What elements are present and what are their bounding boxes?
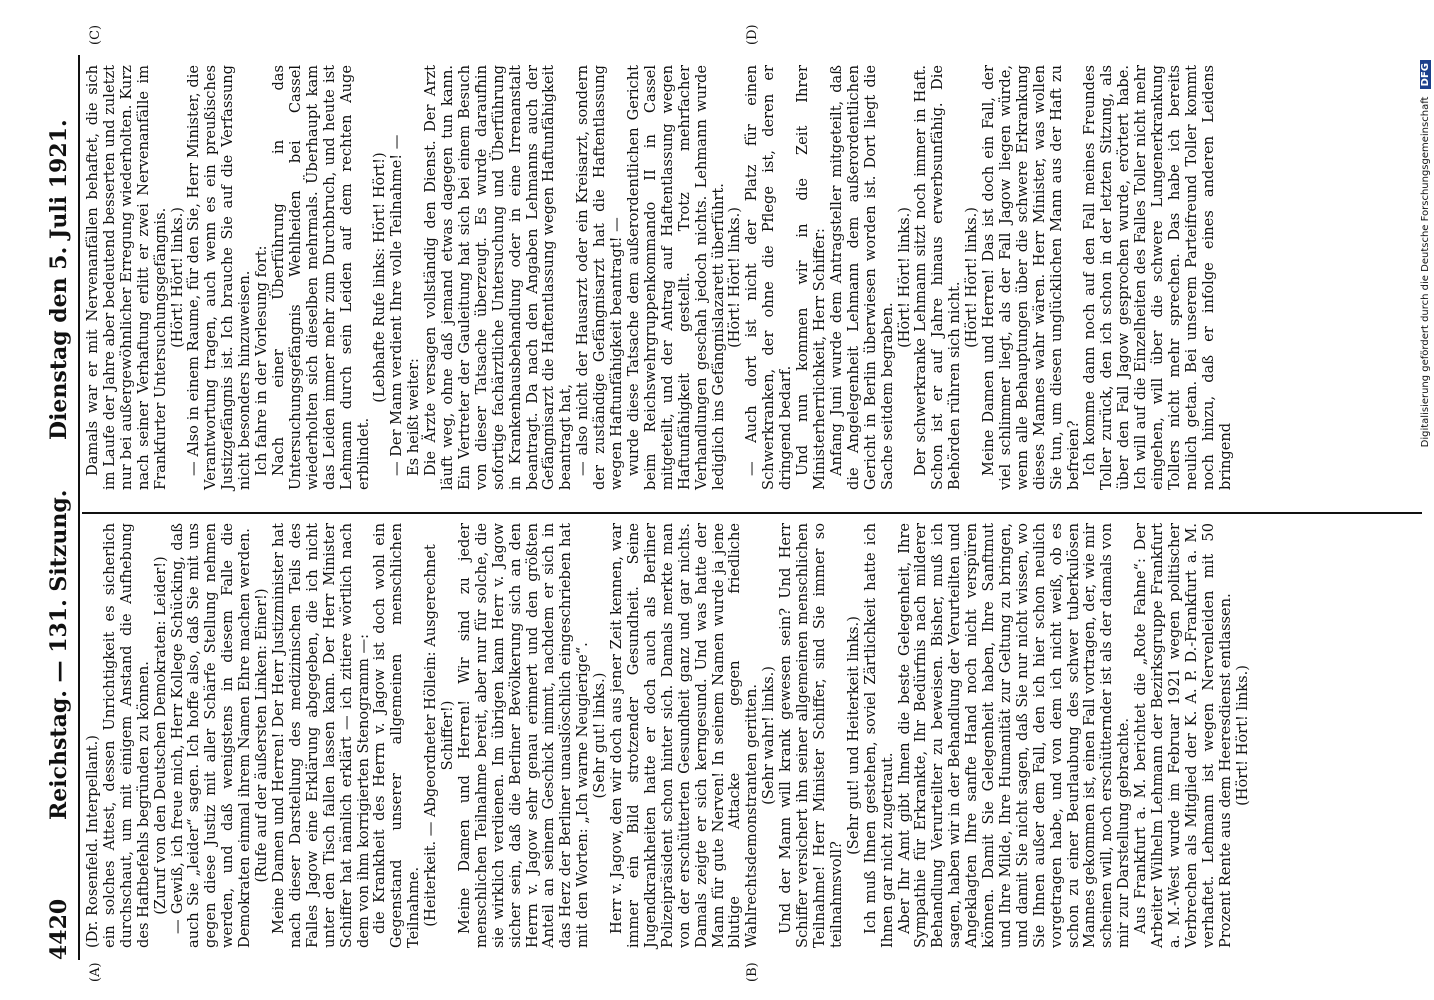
page-number: 4420 <box>46 898 72 960</box>
quote: die Krankheit des Herrn v. Jagow ist doch wohl ein Gegenstand unserer allgemeinen menschlichen Teilnahme. <box>371 523 423 948</box>
interjection: (Zuruf von den Deutschen Demokraten: Leider!) <box>151 556 169 915</box>
interjection: (Rufe auf der äußersten Linken: Einer!) <box>253 588 271 883</box>
interjection: (Hört! Hört! links.) <box>1233 665 1251 806</box>
digitization-credit <box>1420 60 1434 990</box>
speaker-note: (Dr. Rosenfeld. Interpellant.) <box>84 735 101 948</box>
margin-marker-c: (C) <box>88 24 103 45</box>
left-column <box>85 523 1252 948</box>
paragraph: Meine Damen und Herren! Wir sind zu jeder menschlichen Teilnahme bereit, aber nur für solche, die sie wirklich verdienen. Im übrigen kann Herr v. Jagow sicher sein, daß die Berliner Bevölkerung sich an den Herrn v. Jagow sehr genau erinnert und den größten Anteil an seinem Geschick nimmt, nachdem er sich in das Herz der Berliner unauslöschlich eingeschrieben hat mit den Worten: „Ich warne Neugierige“. <box>455 523 592 948</box>
interjection: (Sehr gut! links.) <box>591 672 609 799</box>
paragraph: Es heißt weiter: <box>405 358 423 476</box>
right-column <box>85 65 1235 490</box>
quote: Die Ärzte versagen vollständig den Dienst. Der Arzt läuft weg, ohne daß jemand etwas dagegen tun kann. Ein Vertreter der Gauleitung hat sich bei einem Besuch von dieser Tatsache überzeugt. Es wurde daraufhin sofortige fachärztliche Untersuchung und Überführung in Krankenhausbehandlung oder in eine Irrenanstalt beantragt. Da nach den Angaben Lehmanns auch der Gefängnisarzt die Haftentlassung wegen Haftunfähigkeit beantragt hat, <box>422 65 575 490</box>
column-divider <box>82 512 1422 514</box>
paragraph: Herr v. Jagow, den wir doch aus jener Zeit kennen, war immer ein Bild strotzender Gesundheit. Seine Jugendkrankheiten hatte er doch auch als Berliner Polizeipräsident schon hinter sich. Damals merkte man von der erschütterten Gesundheit ganz und gar nichts. Damals zeigte er sich kerngesund. Und was hatte der Mann für gute Nerven! In seinem Namen wurde ja jene blutige Attacke gegen friedliche Wahlrechtsdemonstranten geritten. <box>608 523 761 948</box>
interjection: (Heiterkeit. — Abgeordneter Höllein: Ausgerechnet Schiffer!) <box>422 544 457 927</box>
paragraph: — also nicht der Hausarzt oder ein Kreisarzt, sondern der zuständige Gefängnisarzt hat die Haftentlassung wegen Haftunfähigkeit beantragt! — <box>574 65 626 490</box>
interjection: (Sehr wahr! links.) <box>760 666 778 805</box>
paragraph: Ich fahre in der Vorlesung fort: <box>253 245 271 476</box>
interjection: (Lebhafte Rufe links: Hört! Hört!) <box>371 152 389 403</box>
margin-marker-b: (B) <box>745 962 760 982</box>
quote: Damals war er mit Nervenanfällen behaftet, die sich im Laufe der Jahre aber bedeutend besserten und zuletzt nur bei außergewöhnlicher Erregung wiederholten. Kurz nach seiner Verhaftung erlitt er zwei Nervenanfälle im Frankfurter Untersuchungsgefängnis. <box>84 65 169 490</box>
running-head-right: Dienstag den 5. Juli 1921. <box>46 119 72 440</box>
paragraph: — Der Mann verdient Ihre volle Teilnahme! — <box>388 134 406 476</box>
quote: wurde diese Tatsache dem außerordentlichen Gericht beim Reichswehrgruppenkommando II in Cassel mitgeteilt, und der Antrag auf Haftentlassung wegen Haftunfähigkeit gestellt. Trotz mehrfacher Verhandlungen geschah jedoch nichts. Lehmann wurde lediglich ins Gefängnislazarett überführt. <box>625 65 727 490</box>
margin-marker-a: (A) <box>88 962 103 982</box>
quote: Anfang Juni wurde dem Antragsteller mitgeteilt, daß die Angelegenheit Lehmann dem außerordentlichen Gericht in Berlin überwiesen worden ist. Dort liegt die Sache seitdem begraben. <box>827 65 896 490</box>
page-header <box>38 55 78 960</box>
paragraph: ein solches Attest, dessen Unrichtigkeit es sicherlich durchschaut, um mit einigem Anstand die Aufhebung des Haftbefehls begründen zu können. <box>100 523 152 948</box>
interjection: (Hört! Hört! links.) <box>726 207 744 348</box>
paragraph: — Auch dort ist nicht der Platz für einen Schwerkranken, der ohne die Pflege ist, deren er dringend bedarf. <box>743 65 795 490</box>
paragraph: Aus Frankfurt a. M. berichtet die „Rote Fahne“: Der Arbeiter Wilhelm Lehmann der Bezirksgruppe Frankfurt a. M.-West wurde im Februar 1921 wegen politischer Verbrechen als Mitglied der K. A. P. D.-Frankfurt a. M. verhaftet. Lehmann ist wegen Nervenleiden mit 50 Prozent Rente aus dem Heeresdienst entlassen. <box>1132 523 1234 948</box>
quote: Nach einer Überführung in das Untersuchungsgefängnis Wehlheiden bei Cassel wiederholten sich dieselben mehrmals. Überhaupt kam das Leiden immer mehr zum Durchbruch, und heute ist Lehmann durch sein Leiden auf dem rechten Auge erblindet. <box>269 65 372 490</box>
running-head-left: Reichstag. — 131. Sitzung. <box>46 489 72 820</box>
dfg-logo: DFG <box>1420 60 1431 89</box>
paragraph: Ich komme dann noch auf den Fall meines Freundes Toller zurück, den ich schon in der letzten Sitzung, als über den Fall Jagow gesprochen wurde, erörtert habe. Ich will auf die Einzelheiten des Falles Toller nicht mehr eingehen, will über die schwere Lungenerkrankung Tollers nicht mehr sprechen. Das habe ich bereits neulich getan. Bei unserem Parteifreund Toller kommt noch hinzu, daß er infolge eines anderen Leidens bringend <box>1081 65 1234 490</box>
paragraph: — Also in einem Raume, für den Sie, Herr Minister, die Verantwortung tragen, auch wenn es ein preußisches Justizgefängnis ist. Ich brauche Sie auf die Verfassung nicht besonders hinzuweisen. <box>185 65 254 490</box>
paragraph: Meine Damen und Herren! Das ist doch ein Fall, der viel schlimmer liegt, als der Fall Jagow liegen würde, wenn alle Behauptungen über die schwere Erkrankung dieses Mannes wahr wären. Herr Minister, was wollen Sie tun, um diesen unglücklichen Mann aus der Haft zu befreien? <box>980 65 1082 490</box>
paragraph: Und nun kommen wir in die Zeit Ihrer Ministerherrlichkeit, Herr Schiffer: <box>794 65 828 490</box>
paragraph: Meine Damen und Herren! Der Herr Justizminister hat nach dieser Darstellung des medizinischen Teils des Falles Jagow eine Erklärung abgegeben, die ich nicht unter den Tisch fallen lassen kann. Der Herr Minister Schiffer hat nämlich erklärt — ich zitiere wörtlich nach dem von ihm korrigierten Stenogramm —: <box>269 523 372 948</box>
interjection: (Hört! Hört! links.) <box>895 207 913 348</box>
interjection: (Hört! Hört! links.) <box>963 207 981 348</box>
quote: Der schwerkranke Lehmann sitzt noch immer in Haft. Schon ist er auf Jahre hinaus erwerbsunfähig. Die Behörden rühren sich nicht. <box>912 65 964 490</box>
interjection: (Sehr gut! und Heiterkeit links.) <box>844 616 862 855</box>
paragraph: — Gewiß, ich freue mich, Herr Kollege Schücking, daß auch Sie „leider“ sagen. Ich hoffe also, daß Sie mit uns gegen diese Justiz mit aller Schärfe Stellung nehmen werden, und daß wenigstens in diesem Falle die Demokraten einmal ihrem Namen Ehre machen werden. <box>168 523 254 948</box>
header-rule <box>78 55 80 960</box>
credit-text: Digitalisierung gefördert durch die Deutsche Forschungsgemeinschaft <box>1420 96 1431 448</box>
paragraph: Ich muß Ihnen gestehen, soviel Zärtlichkeit hatte ich Ihnen gar nicht zugetraut. <box>861 523 896 948</box>
paragraph: Und der Mann will krank gewesen sein? Und Herr Schiffer versichert ihn seiner allgemeinen menschlichen Teilnahme! Herr Minister Schiffer, sind Sie immer so teilnahmsvoll? <box>777 523 845 948</box>
margin-marker-d: (D) <box>745 24 760 45</box>
paragraph: Aber Ihr Amt gibt Ihnen die beste Gelegenheit, Ihre Sympathie für Erkrankte, Ihr Bedürfnis nach milderer Behandlung Verurteilter zu beweisen. Bisher, muß ich sagen, haben wir in der Behandlung der Verurteilten und Angeklagten Ihre sanfte Hand noch nicht verspüren können. Damit Sie Gelegenheit haben, Ihre Sanftmut und Ihre Milde, Ihre Humanität zur Geltung zu bringen, und damit Sie nicht sagen, daß Sie nur nicht wissen, wo Sie Ihnen außer dem Fall, den ich hier schon neulich vorgetragen habe, und von dem ich nicht weiß, ob es schon zu einer Beurlaubung des schwer tuberkulösen Mannes gekommen ist, einen Fall vortragen, der, wie mir scheinen will, noch erschütternder ist als der damals von mir zur Darstellung gebrachte. <box>895 523 1133 948</box>
interjection: (Hört! Hört! links.) <box>168 207 186 348</box>
